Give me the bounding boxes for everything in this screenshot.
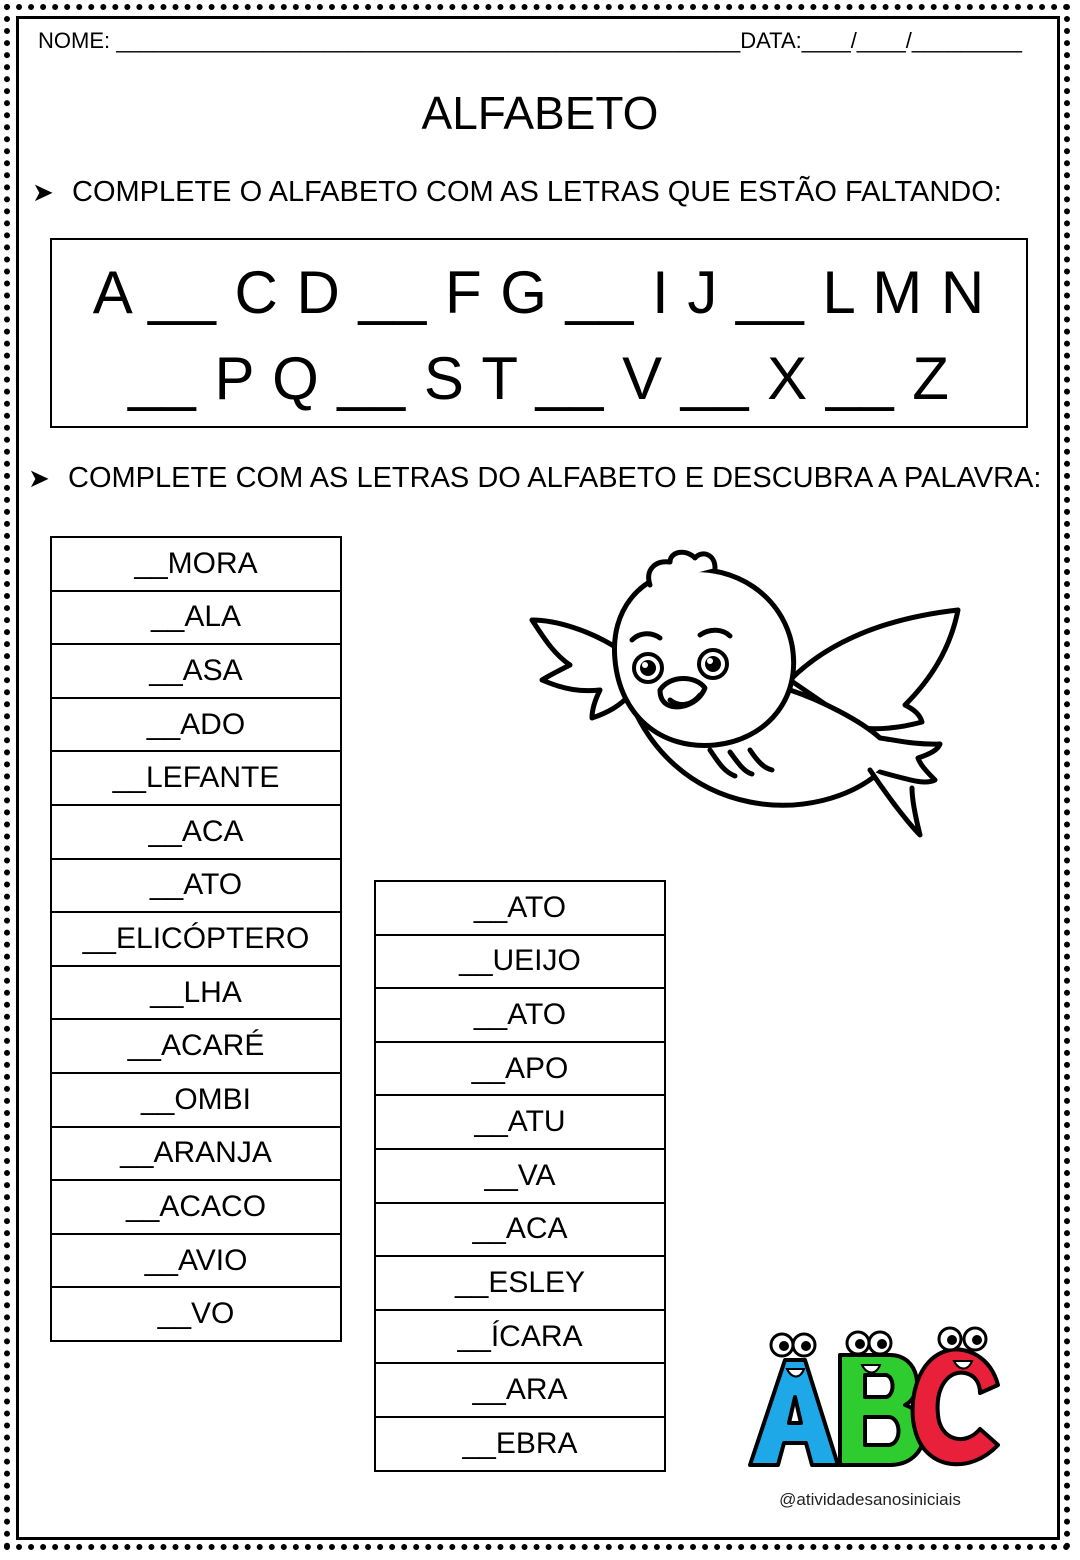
right-table-word-cell[interactable]: __ATO [375, 988, 665, 1042]
right-table-word-cell[interactable]: __ESLEY [375, 1256, 665, 1310]
left-table-word-cell[interactable]: __MORA [51, 537, 341, 591]
left-table-row [51, 1180, 341, 1234]
instruction-2-text: COMPLETE COM AS LETRAS DO ALFABETO E DESCUBRA A PALAVRA: [68, 462, 1042, 494]
right-table-row [375, 1095, 665, 1149]
right-table-row [375, 1203, 665, 1257]
right-table-word-cell[interactable]: __VA [375, 1149, 665, 1203]
instruction-1 [32, 176, 1002, 209]
right-table-row [375, 881, 665, 935]
left-table-word-cell[interactable]: __ACA [51, 805, 341, 859]
credit-text: @atividadesanosiniciais [779, 1490, 961, 1509]
left-table-row [51, 1234, 341, 1288]
left-table-word-cell[interactable]: __ACACO [51, 1180, 341, 1234]
instruction-2 [28, 462, 1041, 495]
left-table-row [51, 966, 341, 1020]
left-table-row [51, 912, 341, 966]
left-table-word-cell[interactable]: __ATO [51, 859, 341, 913]
left-table-word-cell[interactable]: __ELICÓPTERO [51, 912, 341, 966]
right-table-word-cell[interactable]: __EBRA [375, 1417, 665, 1471]
left-table-word-cell[interactable]: __LHA [51, 966, 341, 1020]
right-table-word-cell[interactable]: __ATO [375, 881, 665, 935]
right-table-row [375, 1149, 665, 1203]
left-table-word-cell[interactable]: __ASA [51, 644, 341, 698]
left-table-row [51, 698, 341, 752]
left-table-word-cell[interactable]: __ARANJA [51, 1127, 341, 1181]
words-table-left [50, 536, 342, 1342]
alphabet-line-1[interactable]: A __ C D __ F G __ I J __ L M N [92, 259, 986, 326]
left-table-row [51, 1127, 341, 1181]
words-table-right [374, 880, 666, 1472]
right-table-row [375, 1042, 665, 1096]
left-table-word-cell[interactable]: __ACARÉ [51, 1019, 341, 1073]
alphabet-box [50, 238, 1028, 428]
right-table-row [375, 1417, 665, 1471]
instruction-1-text: COMPLETE O ALFABETO COM AS LETRAS QUE ESTÃO FALTANDO: [72, 176, 1002, 208]
abc-letters-logo-icon [740, 1325, 1010, 1475]
left-table-row [51, 591, 341, 645]
name-date-line[interactable]: NOME: ___________________________________________________DATA:____/____/_________ [38, 28, 1022, 53]
left-table-row [51, 751, 341, 805]
right-table-word-cell[interactable]: __UEIJO [375, 935, 665, 989]
arrow-bullet-icon: ➤ [28, 463, 50, 493]
right-table-word-cell[interactable]: __ACA [375, 1203, 665, 1257]
left-table-row [51, 859, 341, 913]
left-table-row [51, 1019, 341, 1073]
left-table-row [51, 537, 341, 591]
right-table-word-cell[interactable]: __APO [375, 1042, 665, 1096]
left-table-word-cell[interactable]: __ALA [51, 591, 341, 645]
left-table-word-cell[interactable]: __VO [51, 1287, 341, 1341]
page-title: ALFABETO [421, 87, 659, 139]
right-table-row [375, 1310, 665, 1364]
left-table-word-cell[interactable]: __AVIO [51, 1234, 341, 1288]
left-table-row [51, 644, 341, 698]
alphabet-line-2[interactable]: __ P Q __ S T __ V __ X __ Z [128, 345, 950, 412]
right-table-row [375, 1256, 665, 1310]
bird-illustration-icon [520, 540, 970, 850]
right-table-word-cell[interactable]: __ÍCARA [375, 1310, 665, 1364]
right-table-row [375, 1363, 665, 1417]
left-table-row [51, 1073, 341, 1127]
right-table-row [375, 988, 665, 1042]
left-table-word-cell[interactable]: __ADO [51, 698, 341, 752]
left-table-word-cell[interactable]: __LEFANTE [51, 751, 341, 805]
arrow-bullet-icon: ➤ [32, 177, 54, 207]
left-table-row [51, 805, 341, 859]
right-table-word-cell[interactable]: __ARA [375, 1363, 665, 1417]
left-table-word-cell[interactable]: __OMBI [51, 1073, 341, 1127]
right-table-row [375, 935, 665, 989]
right-table-word-cell[interactable]: __ATU [375, 1095, 665, 1149]
left-table-row [51, 1287, 341, 1341]
